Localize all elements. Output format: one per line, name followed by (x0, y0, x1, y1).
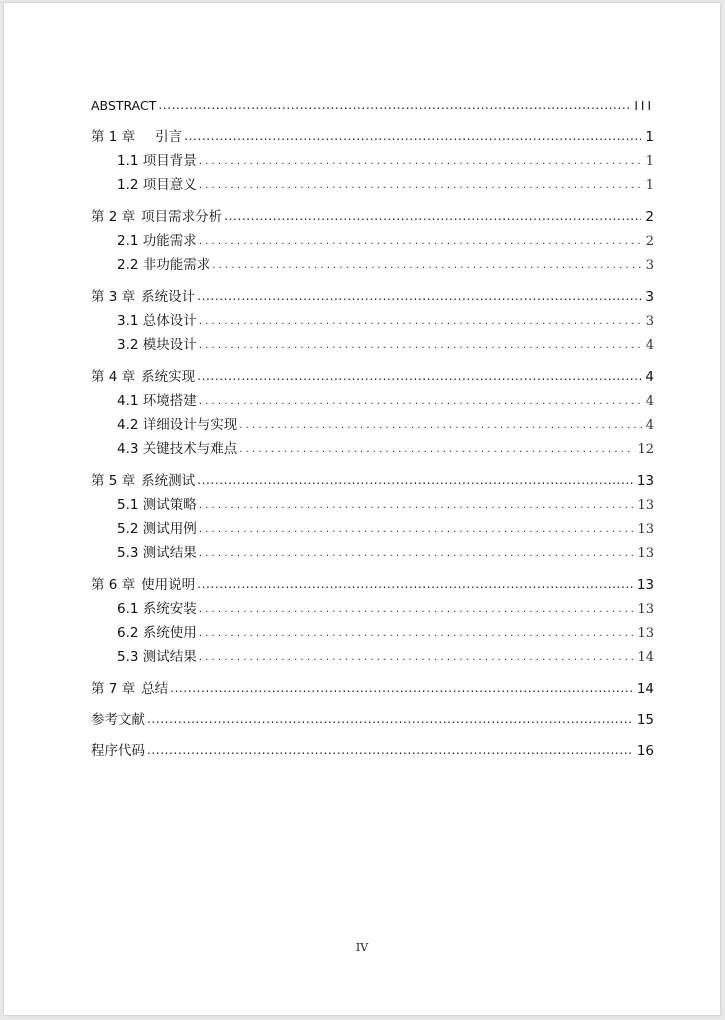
leader-dots (199, 308, 642, 334)
toc-entry-label: 程序代码 (91, 743, 145, 759)
toc-page-number: 15 (636, 712, 654, 728)
toc-entry-section-4-1[interactable] (91, 389, 654, 413)
leader-dots (197, 572, 633, 596)
leader-dots (199, 540, 634, 566)
toc-entry-section-2-1[interactable] (91, 229, 654, 253)
toc-page-number: 13 (637, 546, 654, 561)
toc-entry-label: 参考文献 (91, 712, 145, 728)
toc-page-number: III (634, 99, 654, 113)
toc-page-number: 4 (645, 369, 654, 385)
toc-entry-section-4-3[interactable] (91, 437, 654, 461)
toc-page-number: 3 (645, 314, 654, 329)
table-of-contents (91, 94, 654, 763)
leader-dots (197, 364, 641, 388)
toc-page-number: 14 (636, 681, 654, 697)
toc-entry-section-6-1[interactable] (91, 597, 654, 621)
toc-page-number: 2 (645, 234, 654, 249)
chapter-title: 使用说明 (141, 577, 196, 593)
toc-entry-label: 5.3 测试结果 (117, 545, 197, 561)
toc-entry-label: 2.2 非功能需求 (117, 257, 211, 273)
toc-page-number: 16 (636, 743, 654, 759)
toc-page-number: 12 (637, 442, 654, 457)
chapter-title: 引言 (155, 129, 183, 145)
toc-entry-section-3-1[interactable] (91, 309, 654, 333)
toc-entry-section-6-2[interactable] (91, 621, 654, 645)
leader-dots (199, 148, 642, 174)
toc-entry-section-2-2[interactable] (91, 253, 654, 277)
toc-page-number: 3 (645, 289, 654, 305)
toc-entry-chapter-6[interactable] (91, 573, 654, 597)
toc-entry-label: 6.1 系统安装 (117, 601, 197, 617)
toc-entry-chapter-4[interactable] (91, 365, 654, 389)
leader-dots (147, 738, 633, 762)
toc-entry-chapter-1[interactable] (91, 125, 654, 149)
leader-dots (212, 252, 641, 278)
leader-dots (197, 284, 641, 308)
toc-page-number: 14 (637, 650, 654, 665)
document-page (4, 3, 720, 1015)
leader-dots (197, 468, 633, 492)
toc-entry-label: 4.2 详细设计与实现 (117, 417, 238, 433)
chapter-number: 第 4 章 (91, 369, 136, 385)
toc-entry-label: 5.1 测试策略 (117, 497, 197, 513)
toc-entry-label: ABSTRACT (91, 98, 157, 113)
toc-entry-label: 3.2 模块设计 (117, 337, 197, 353)
toc-entry-section-6-3[interactable] (91, 645, 654, 669)
toc-entry-label: 1.1 项目背景 (117, 153, 197, 169)
chapter-title: 系统测试 (141, 473, 196, 489)
leader-dots (199, 228, 642, 254)
page-footer-number: IV (355, 941, 369, 954)
toc-entry-section-5-2[interactable] (91, 517, 654, 541)
toc-page-number: 1 (645, 178, 654, 193)
toc-entry-section-5-1[interactable] (91, 493, 654, 517)
leader-dots (199, 492, 634, 518)
toc-page-number: 2 (645, 209, 654, 225)
toc-entry-label: 2.1 功能需求 (117, 233, 197, 249)
toc-entry-chapter-2[interactable] (91, 205, 654, 229)
toc-entry-section-1-2[interactable] (91, 173, 654, 197)
chapter-number: 第 3 章 (91, 289, 136, 305)
toc-entry-chapter-5[interactable] (91, 469, 654, 493)
toc-entry-label: 4.1 环境搭建 (117, 393, 197, 409)
toc-entry-section-3-2[interactable] (91, 333, 654, 357)
toc-entry-program-code[interactable] (91, 739, 654, 763)
toc-entry-label: 4.3 关键技术与难点 (117, 441, 238, 457)
toc-page-number: 4 (645, 394, 654, 409)
toc-page-number: 13 (637, 522, 654, 537)
leader-dots (199, 644, 634, 670)
chapter-number: 第 2 章 (91, 209, 136, 225)
toc-page-number: 13 (636, 473, 654, 489)
toc-entry-section-1-1[interactable] (91, 149, 654, 173)
toc-entry-label: 5.3 测试结果 (117, 649, 197, 665)
chapter-title: 系统设计 (141, 289, 196, 305)
toc-entry-section-4-2[interactable] (91, 413, 654, 437)
chapter-title: 系统实现 (141, 369, 196, 385)
leader-dots (170, 676, 633, 700)
leader-dots (199, 596, 634, 622)
toc-entry-label: 6.2 系统使用 (117, 625, 197, 641)
toc-entry-chapter-3[interactable] (91, 285, 654, 309)
toc-page-number: 13 (637, 602, 654, 617)
toc-page-number: 1 (645, 154, 654, 169)
chapter-number: 第 7 章 (91, 681, 136, 697)
toc-entry-label: 1.2 项目意义 (117, 177, 197, 193)
toc-entry-label: 3.1 总体设计 (117, 313, 197, 329)
toc-page-number: 4 (645, 338, 654, 353)
leader-dots (239, 412, 641, 438)
leader-dots (224, 204, 641, 228)
chapter-number: 第 5 章 (91, 473, 136, 489)
toc-entry-abstract[interactable] (91, 94, 654, 118)
toc-page-number: 3 (645, 258, 654, 273)
leader-dots (239, 436, 633, 462)
leader-dots (199, 516, 634, 542)
leader-dots (199, 388, 642, 414)
leader-dots (147, 707, 633, 731)
leader-dots (199, 332, 642, 358)
toc-entry-references[interactable] (91, 708, 654, 732)
leader-dots (199, 172, 642, 198)
toc-page-number: 13 (637, 498, 654, 513)
chapter-title: 总结 (141, 681, 169, 697)
leader-dots (184, 124, 641, 148)
toc-page-number: 1 (645, 129, 654, 145)
chapter-number: 第 1 章 (91, 129, 136, 145)
toc-page-number: 13 (637, 626, 654, 641)
toc-page-number: 13 (636, 577, 654, 593)
chapter-number: 第 6 章 (91, 577, 136, 593)
leader-dots (158, 93, 630, 117)
chapter-title: 项目需求分析 (141, 209, 223, 225)
toc-page-number: 4 (645, 418, 654, 433)
toc-entry-section-5-3[interactable] (91, 541, 654, 565)
toc-entry-label: 5.2 测试用例 (117, 521, 197, 537)
toc-entry-chapter-7[interactable] (91, 677, 654, 701)
leader-dots (199, 620, 634, 646)
